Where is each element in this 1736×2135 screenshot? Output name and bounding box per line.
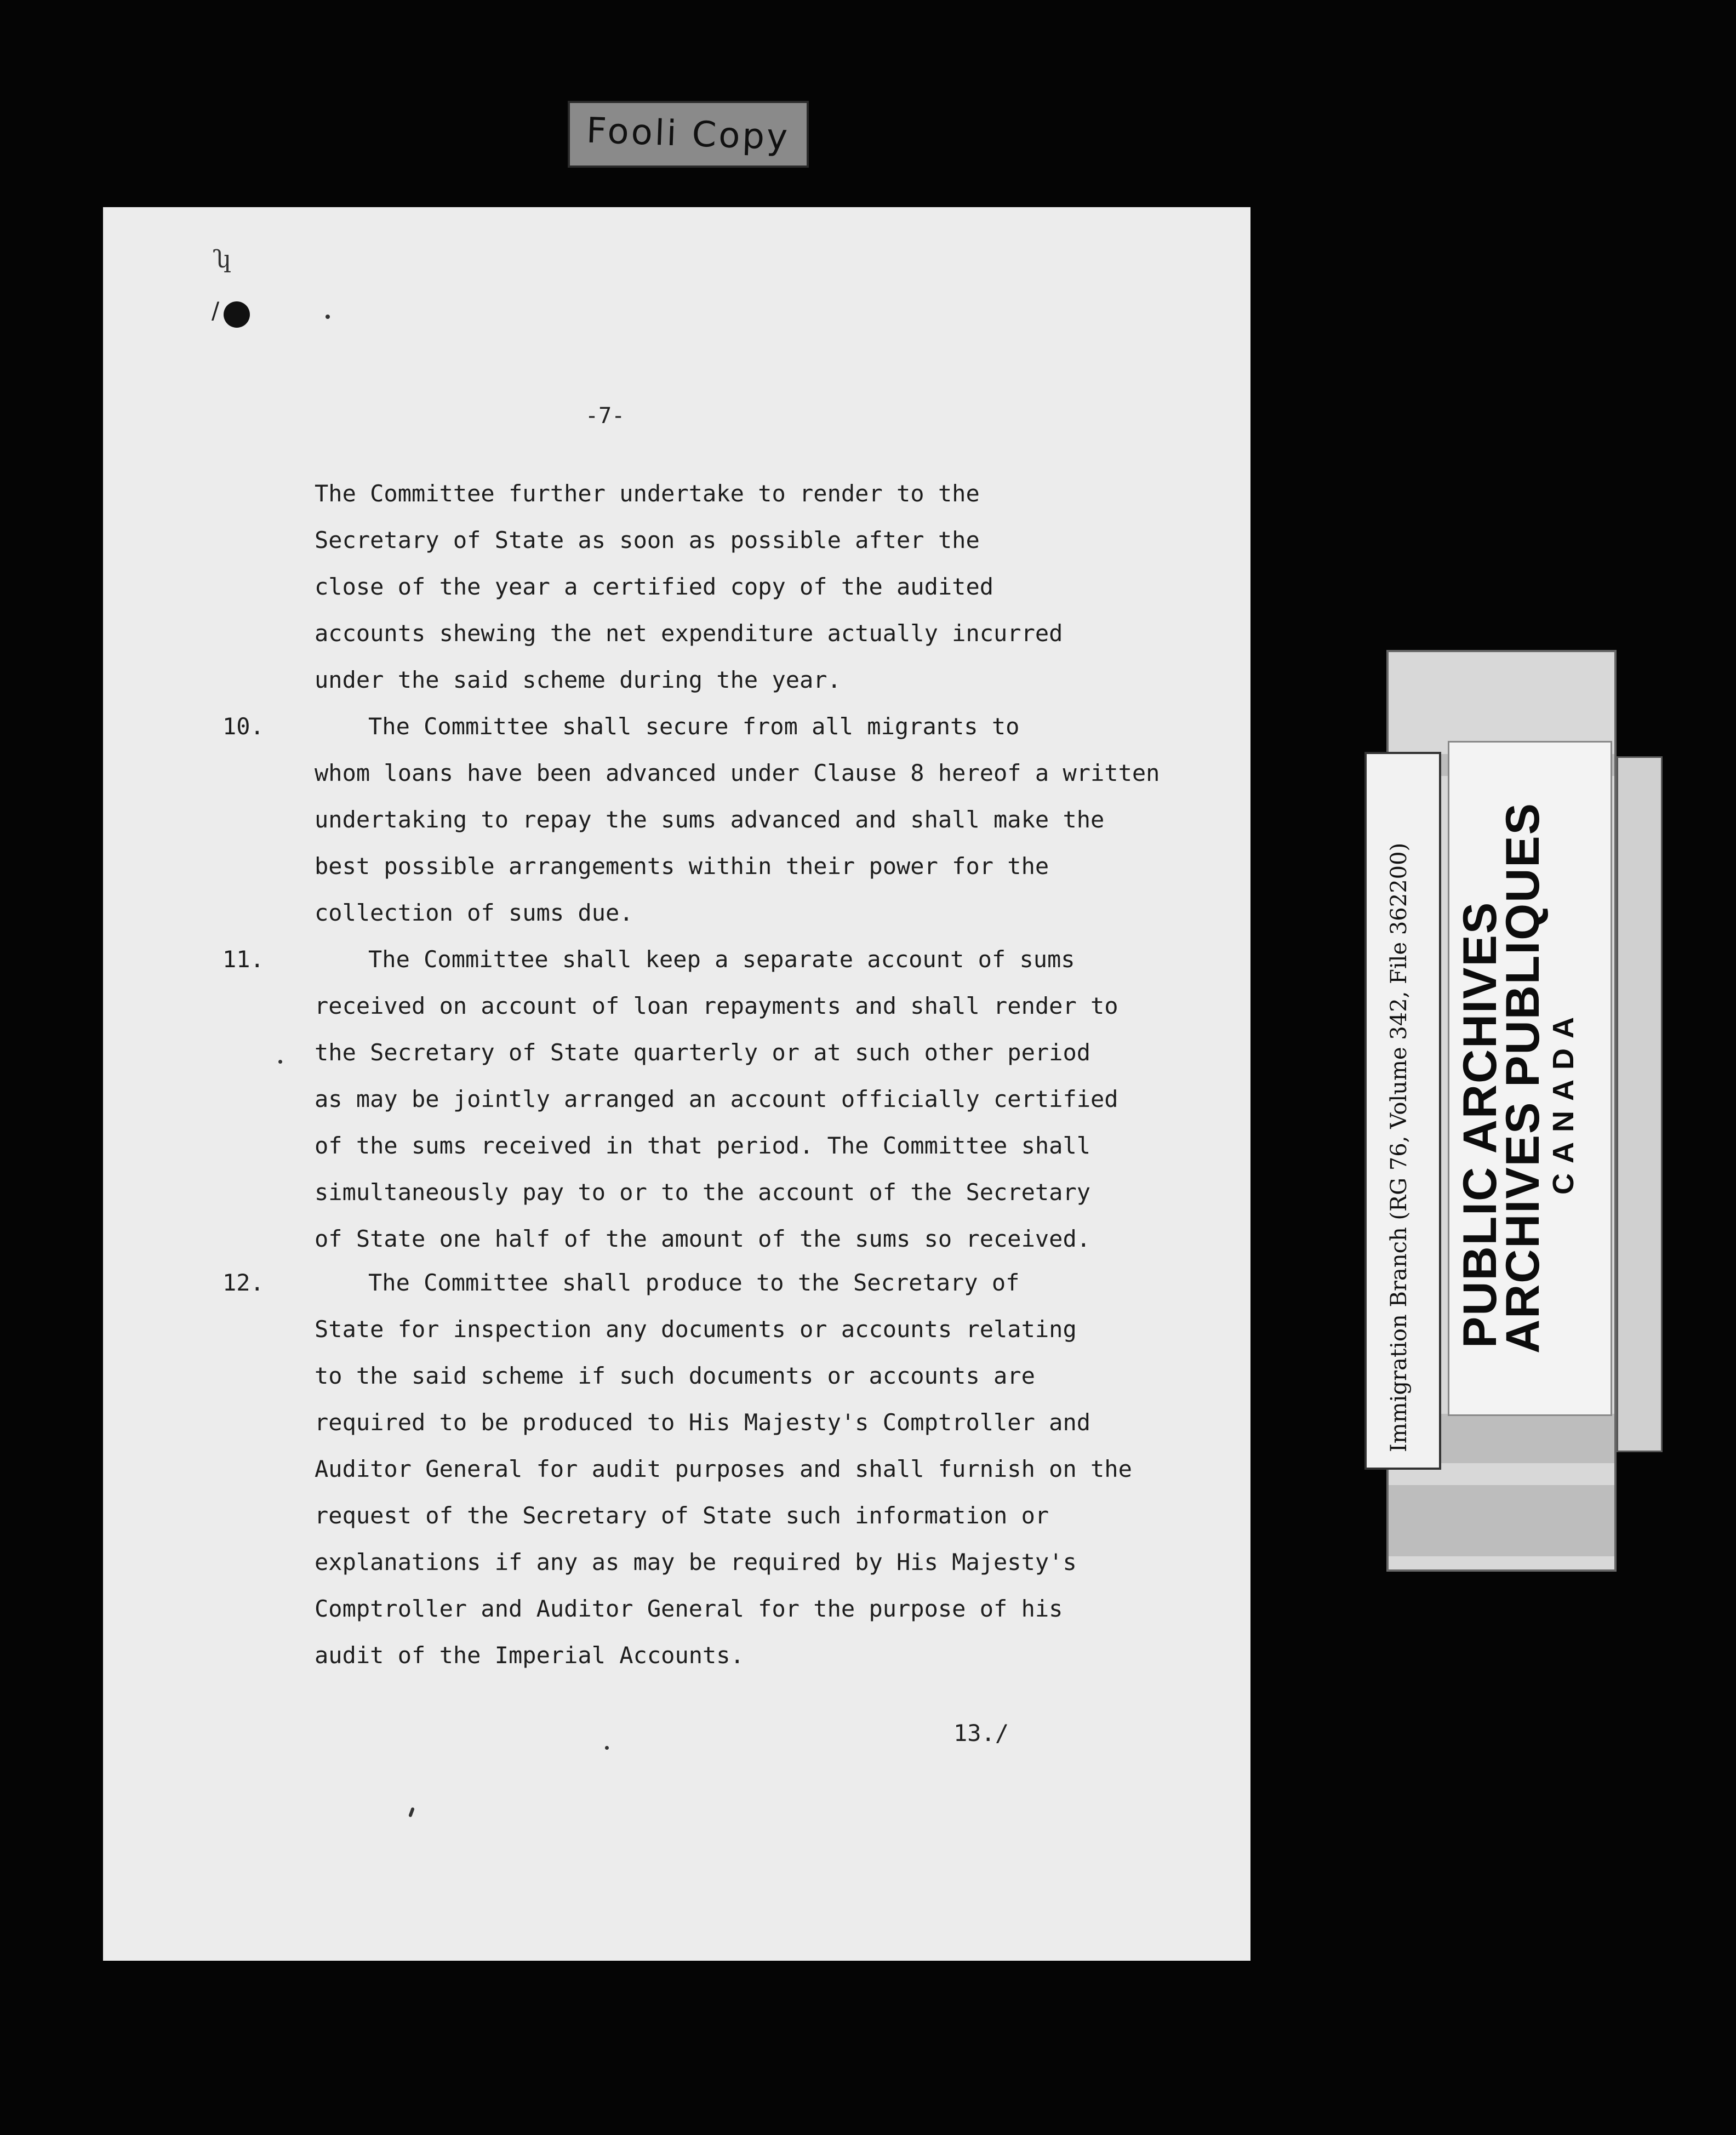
margin-mark: /: [212, 297, 220, 324]
body-line: collection of sums due.: [315, 899, 633, 926]
ink-speck: [408, 1807, 415, 1818]
archive-stamp-line-3: CANADA: [1547, 1007, 1580, 1195]
body-line: the Secretary of State quarterly or at such other period: [315, 1039, 1091, 1066]
body-line: State for inspection any documents or accounts relating: [315, 1316, 1077, 1343]
body-line: under the said scheme during the year.: [315, 666, 841, 693]
body-line: audit of the Imperial Accounts.: [315, 1642, 744, 1669]
continuation-marker: 13./: [953, 1720, 1009, 1746]
body-line: required to be produced to His Majesty's Comptroller and: [315, 1409, 1091, 1436]
body-line: best possible arrangements within their power for the: [315, 853, 1049, 880]
clause-number: 12.: [222, 1269, 264, 1296]
body-line: undertaking to repay the sums advanced and shall make the: [315, 806, 1105, 833]
body-line: of State one half of the amount of the sums so received.: [315, 1225, 1091, 1252]
archive-stamp-line-1: PUBLIC ARCHIVES: [1454, 901, 1506, 1348]
body-line: received on account of loan repayments and shall render to: [315, 992, 1118, 1019]
body-line: as may be jointly arranged an account officially certified: [315, 1086, 1118, 1112]
handwritten-copy-label: [568, 101, 809, 168]
archive-reference-text: Immigration Branch (RG 76, Volume 342, File 362200): [1386, 842, 1412, 1452]
body-line: close of the year a certified copy of the audited: [315, 573, 994, 600]
margin-scribble: ʮ: [213, 246, 232, 273]
body-line: Comptroller and Auditor General for the purpose of his: [315, 1595, 1063, 1622]
body-line: request of the Secretary of State such information or: [315, 1502, 1049, 1529]
punch-hole-dot: [224, 301, 250, 328]
body-line: The Committee further undertake to render to the: [315, 480, 980, 507]
document-page: [103, 207, 1250, 1961]
body-line: The Committee shall keep a separate account of sums: [368, 946, 1075, 973]
body-line: whom loans have been advanced under Clause 8 hereof a written: [315, 760, 1160, 786]
body-line: simultaneously pay to or to the account of the Secretary: [315, 1179, 1091, 1206]
card-band: [1389, 1485, 1614, 1556]
archive-side-strip: [1617, 756, 1663, 1452]
clause-number: 11.: [222, 946, 264, 973]
ink-speck: [605, 1746, 609, 1750]
ink-speck: [278, 1060, 282, 1064]
body-line: to the said scheme if such documents or accounts are: [315, 1362, 1035, 1389]
clause-number: 10.: [222, 713, 264, 740]
body-line: The Committee shall produce to the Secretary of: [368, 1269, 1020, 1296]
body-line: of the sums received in that period. The Committee shall: [315, 1132, 1091, 1159]
archive-stamp-line-2: ARCHIVES PUBLIQUES: [1497, 802, 1549, 1354]
copy-label-text: Fooli Copy: [586, 110, 791, 158]
body-line: Auditor General for audit purposes and shall furnish on the: [315, 1455, 1132, 1482]
ink-speck: [326, 315, 330, 319]
page-number: -7-: [585, 403, 625, 429]
body-line: Secretary of State as soon as possible after the: [315, 527, 980, 553]
body-line: accounts shewing the net expenditure actually incurred: [315, 620, 1063, 647]
body-line: explanations if any as may be required by His Majesty's: [315, 1549, 1077, 1575]
body-line: The Committee shall secure from all migrants to: [368, 713, 1020, 740]
